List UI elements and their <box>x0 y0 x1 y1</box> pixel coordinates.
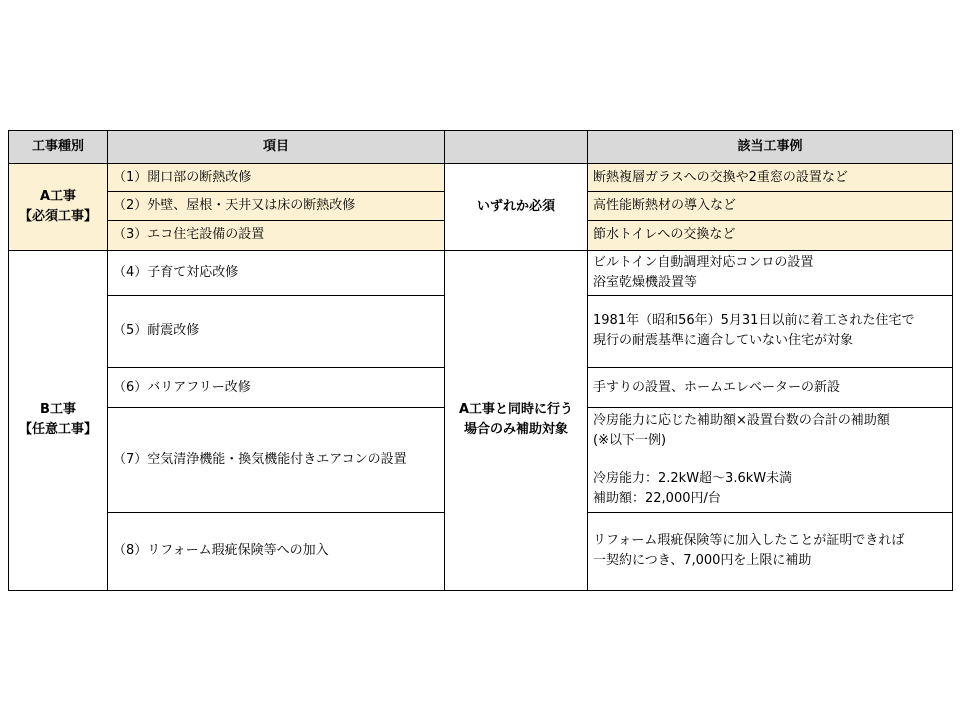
header-work-type: 工事種別 <box>9 131 108 164</box>
item-8: （8）リフォーム瑕疵保険等への加入 <box>108 512 445 590</box>
example-6 <box>588 368 953 408</box>
group-a-label-line1: A工事 <box>39 188 77 204</box>
item-6: （6）バリアフリー改修 <box>108 368 445 408</box>
example-7 <box>588 408 953 512</box>
item-3: （3）エコ住宅設備の設置 <box>108 221 445 250</box>
example-2: 高性能断熱材の導入など <box>588 192 953 221</box>
subsidy-works-table <box>8 130 953 591</box>
group-b-label-line2: 【任意工事】 <box>18 422 97 438</box>
example-6-line1: 手すりの設置、ホームエレベーターの新設 <box>593 379 841 395</box>
item-4: （4）子育て対応改修 <box>108 250 445 295</box>
example-5-line2: 現行の耐震基準に適合していない住宅が対象 <box>593 333 854 349</box>
example-4-line2: 浴室乾燥機設置等 <box>593 274 698 290</box>
group-b-label <box>9 250 108 591</box>
table-row <box>9 164 953 192</box>
example-5-line1: 1981年（昭和56年）5月31日以前に着工された住宅で <box>593 313 915 329</box>
group-b-label-line1: B工事 <box>40 402 76 418</box>
header-item: 項目 <box>108 131 445 164</box>
example-7-line4: 補助額：22,000円/台 <box>593 490 721 506</box>
example-4 <box>588 250 953 295</box>
group-a-label-line2: 【必須工事】 <box>18 208 97 224</box>
example-4-line1: ビルトイン自動調理対応コンロの設置 <box>593 254 814 270</box>
header-row <box>9 131 953 164</box>
example-8-line1: リフォーム瑕疵保険等に加入したことが証明できれば <box>593 533 905 549</box>
table-row <box>9 250 953 295</box>
group-a-label <box>9 164 108 250</box>
example-7-line3: 冷房能力：2.2kW超～3.6kW未満 <box>593 470 793 486</box>
group-b-condition-line1: A工事と同時に行う <box>458 402 574 418</box>
example-8 <box>588 512 953 590</box>
example-7-spacer <box>593 451 947 469</box>
header-example: 該当工事例 <box>588 131 953 164</box>
example-3: 節水トイレへの交換など <box>588 221 953 250</box>
example-8-line2: 一契約につき、7,000円を上限に補助 <box>593 553 812 569</box>
item-5: （5）耐震改修 <box>108 295 445 367</box>
header-condition <box>445 131 588 164</box>
example-1: 断熱複層ガラスへの交換や2重窓の設置など <box>588 164 953 192</box>
example-5 <box>588 295 953 367</box>
group-a-condition: いずれか必須 <box>445 164 588 250</box>
item-7: （7）空気清浄機能・換気機能付きエアコンの設置 <box>108 408 445 512</box>
group-b-condition-line2: 場合のみ補助対象 <box>463 422 568 438</box>
example-7-line1: 冷房能力に応じた補助額×設置台数の合計の補助額 <box>593 412 890 428</box>
item-1: （1）開口部の断熱改修 <box>108 164 445 192</box>
group-b-condition <box>445 250 588 591</box>
example-7-line2: (※以下一例) <box>593 432 667 448</box>
item-2: （2）外壁、屋根・天井又は床の断熱改修 <box>108 192 445 221</box>
